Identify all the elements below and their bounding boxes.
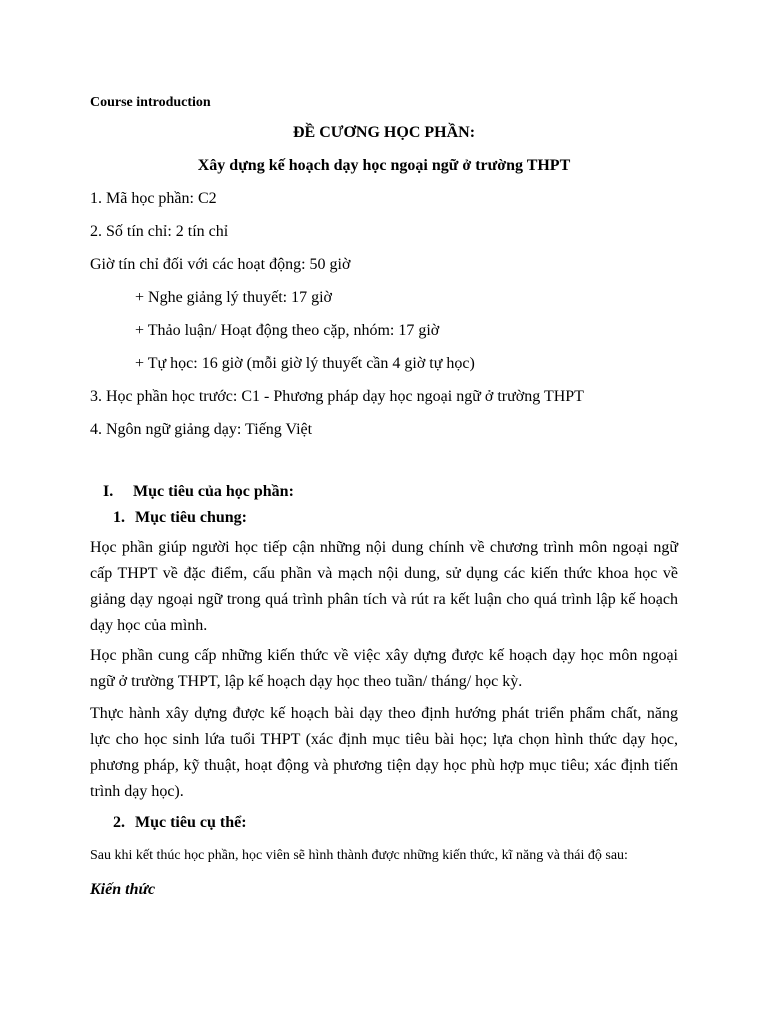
subsection-heading-general <box>113 508 247 528</box>
hours-item-lecture: + Nghe giảng lý thuyết: 17 giờ <box>135 289 333 306</box>
subsection-heading-specific <box>113 813 247 833</box>
paragraph-2: Học phần cung cấp những kiến thức về việc xây dựng được kế hoạch dạy học môn ngoại ngữ ở trường THPT, lập kế hoạch dạy học theo tuần/ tháng/ học kỳ. <box>90 647 678 690</box>
course-prerequisite: 3. Học phần học trước: C1 - Phương pháp dạy học ngoại ngữ ở trường THPT <box>90 388 584 405</box>
subsection-title: Mục tiêu chung: <box>135 509 247 526</box>
course-credits: 2. Số tín chỉ: 2 tín chỉ <box>90 223 229 240</box>
credit-hours: Giờ tín chỉ đối với các hoạt động: 50 giờ <box>90 256 351 273</box>
subsection-number: 2. <box>113 814 125 831</box>
document-title: ĐỀ CƯƠNG HỌC PHẦN: <box>292 124 476 141</box>
course-code: 1. Mã học phần: C2 <box>90 190 217 207</box>
section-number: I. <box>103 483 114 500</box>
hours-item-discussion: + Thảo luận/ Hoạt động theo cặp, nhóm: 17 giờ <box>135 322 440 339</box>
course-name-title: Xây dựng kế hoạch dạy học ngoại ngữ ở trường THPT <box>197 157 571 174</box>
outcomes-intro: Sau khi kết thúc học phần, học viên sẽ hình thành được những kiến thức, kĩ năng và thái độ sau: <box>90 848 628 863</box>
teaching-language: 4. Ngôn ngữ giảng dạy: Tiếng Việt <box>90 421 313 438</box>
hours-item-self-study: + Tự học: 16 giờ (mỗi giờ lý thuyết cần 4 giờ tự học) <box>135 355 475 372</box>
section-heading <box>103 482 294 502</box>
section-title: Mục tiêu của học phần: <box>133 483 294 500</box>
course-intro-label: Course introduction <box>90 95 211 110</box>
paragraph-1: Học phần giúp người học tiếp cận những nội dung chính về chương trình môn ngoại ngữ cấp THPT về đặc điểm, cấu phần và mạch nội dung, sử dụng các kiến thức khoa học về giảng dạy ngoại ngữ trong quá trình phân tích và rút ra kết luận cho quá trình lập kế hoạch dạy học của mình. <box>90 539 678 634</box>
subsection-number: 1. <box>113 509 125 526</box>
knowledge-heading: Kiến thức <box>90 881 156 898</box>
subsection-title: Mục tiêu cụ thể: <box>135 814 247 831</box>
paragraph-3: Thực hành xây dựng được kế hoạch bài dạy theo định hướng phát triển phẩm chất, năng lực cho học sinh lứa tuổi THPT (xác định mục tiêu bài học; lựa chọn hình thức dạy học, phương pháp, kỹ thuật, hoạt động và phương tiện dạy học phù hợp mục tiêu; xác định tiến trình dạy học). <box>90 705 678 800</box>
